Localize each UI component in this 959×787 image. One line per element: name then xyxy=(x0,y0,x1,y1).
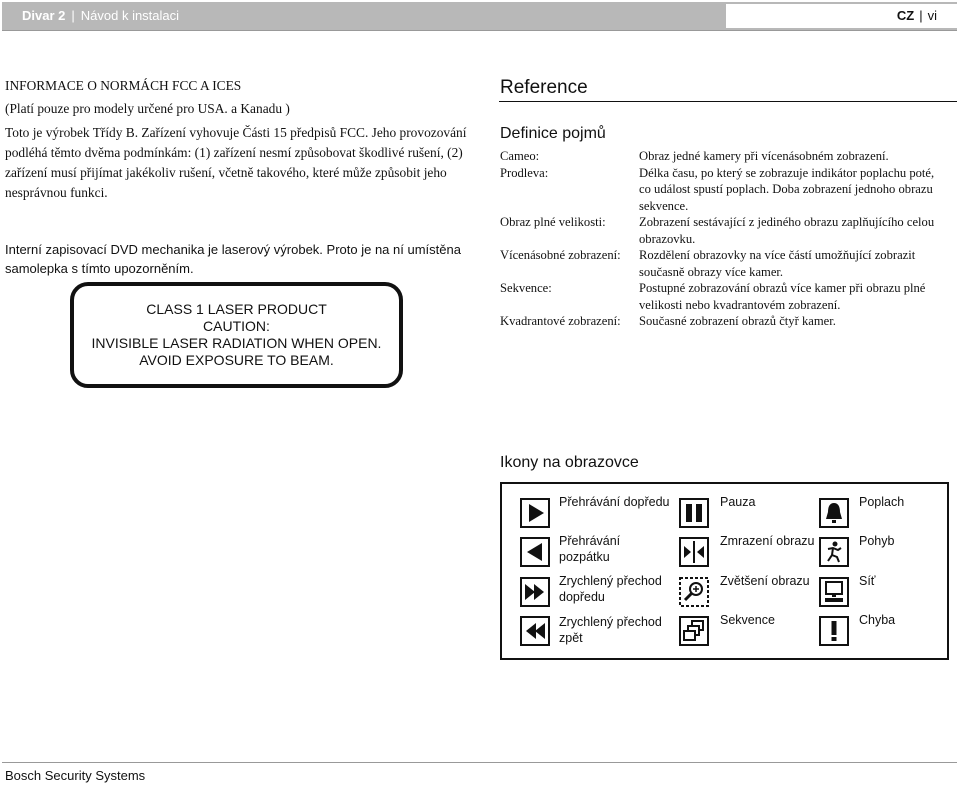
fast-reverse-icon xyxy=(520,616,550,646)
dvd-line: Interní zapisovací DVD mechanika je laserový výrobek. Proto je na ní umístěna xyxy=(5,242,461,257)
definition-row xyxy=(500,148,956,165)
motion-icon xyxy=(819,537,849,567)
icon-label-line: Sekvence xyxy=(720,613,775,627)
laser-label-line: AVOID EXPOSURE TO BEAM. xyxy=(139,352,334,368)
dvd-paragraph xyxy=(5,240,475,278)
definitions-heading: Definice pojmů xyxy=(500,125,606,142)
definition-line: Zobrazení sestávající z jediného obrazu zaplňujícího celou xyxy=(639,215,935,229)
sequence-icon xyxy=(679,616,709,646)
definition-line: obrazovku. xyxy=(639,231,696,246)
freeze-icon xyxy=(679,537,709,567)
doc-title: Návod k instalaci xyxy=(80,8,180,23)
definition-line: Postupné zobrazování obrazů více kamer při obrazu plné xyxy=(639,281,926,295)
definition-line: Současné zobrazení obrazů čtyř kamer. xyxy=(639,314,836,328)
product-name: Divar 2 xyxy=(22,8,66,23)
footer-company: Bosch Security Systems xyxy=(5,768,146,783)
icon-label-line: Přehrávání pozpátku xyxy=(559,534,621,564)
definitions-list xyxy=(500,148,956,330)
icon-label xyxy=(559,573,674,605)
icon-label-line: Chyba xyxy=(859,613,896,627)
definition-row xyxy=(500,165,956,215)
language-code: CZ xyxy=(896,8,915,23)
icon-label xyxy=(859,573,959,589)
icons-table xyxy=(500,482,949,660)
definition-line: co událost spustí poplach. Doba zobrazení jednoho obrazu xyxy=(639,182,933,196)
icon-label xyxy=(720,533,835,549)
icon-label-line: dopředu xyxy=(559,590,605,604)
definition-row xyxy=(500,214,956,247)
play-forward-icon xyxy=(520,498,550,528)
definition-line: sekvence. xyxy=(639,198,689,213)
definition-line: velikosti nebo kvadrantovém zobrazení. xyxy=(639,297,841,312)
definition-row xyxy=(500,280,956,313)
definition-row xyxy=(500,247,956,280)
page-header xyxy=(2,2,957,31)
icon-label xyxy=(720,612,835,628)
icons-heading: Ikony na obrazovce xyxy=(500,454,639,471)
definition-desc xyxy=(639,247,956,280)
fcc-line: podléhá těmto dvěma podmínkám: (1) zařízení nesmí způsobovat škodlivé rušení, (2) xyxy=(5,145,463,160)
definition-row xyxy=(500,313,956,330)
fcc-line: zařízení musí přijímat jakékoliv rušení, včetně takového, které může způsobit jeho xyxy=(5,165,447,180)
icon-label-line: Zvětšení obrazu xyxy=(720,574,810,588)
laser-label-line: CAUTION: xyxy=(203,318,270,334)
header-title xyxy=(22,2,179,30)
icon-label-line: Zrychlený přechod xyxy=(559,574,662,588)
fcc-line: nesprávnou funkci. xyxy=(5,185,108,200)
definition-term: Cameo: xyxy=(500,149,540,163)
reference-heading: Reference xyxy=(500,77,588,98)
error-icon xyxy=(819,616,849,646)
header-separator: | xyxy=(71,8,75,23)
dvd-line: samolepka s tímto upozorněním. xyxy=(5,261,194,276)
icon-label-line: Síť xyxy=(859,574,876,588)
pause-icon xyxy=(679,498,709,528)
fast-forward-icon xyxy=(520,577,550,607)
icon-label-line: zpět xyxy=(559,631,583,645)
icon-label-line: Pauza xyxy=(720,495,756,509)
icon-label-line: Zrychlený přechod xyxy=(559,615,662,629)
icon-label xyxy=(859,533,959,549)
definition-term: Kvadrantové zobrazení: xyxy=(500,314,621,328)
page-separator: | xyxy=(919,8,923,23)
definition-term: Obraz plné velikosti: xyxy=(500,215,606,229)
definition-term: Prodleva: xyxy=(500,165,549,180)
laser-label-line: INVISIBLE LASER RADIATION WHEN OPEN. xyxy=(91,335,382,351)
network-icon xyxy=(819,577,849,607)
definition-term: Sekvence: xyxy=(500,281,552,295)
zoom-icon xyxy=(679,577,709,607)
icon-label-line: Poplach xyxy=(859,495,905,509)
fcc-paragraph xyxy=(5,123,475,203)
footer-divider xyxy=(2,762,957,763)
definition-term: Vícenásobné zobrazení: xyxy=(500,248,621,262)
fcc-title: INFORMACE O NORMÁCH FCC A ICES xyxy=(5,78,242,93)
page-indicator xyxy=(726,4,957,28)
icon-label-line: Přehrávání dopředu xyxy=(559,495,670,509)
fcc-line: Toto je výrobek Třídy B. Zařízení vyhovuje Části 15 předpisů FCC. Jeho provozování xyxy=(5,125,467,140)
fcc-subtitle: (Platí pouze pro modely určené pro USA. a Kanadu ) xyxy=(5,101,290,116)
definition-desc xyxy=(639,148,956,165)
icon-label xyxy=(859,612,959,628)
page-number: vi xyxy=(927,8,937,23)
definition-desc xyxy=(639,214,956,247)
alarm-bell-icon xyxy=(819,498,849,528)
icon-label xyxy=(559,533,674,565)
definition-line: Obraz jedné kamery při vícenásobném zobrazení. xyxy=(639,149,889,163)
icon-label xyxy=(720,573,835,589)
definition-line: současně obrazy více kamer. xyxy=(639,264,784,279)
reference-divider xyxy=(499,101,957,102)
icon-label-line: Pohyb xyxy=(859,534,895,548)
definition-line: Délka času, po který se zobrazuje indikátor poplachu poté, xyxy=(639,165,935,180)
definition-line: Rozdělení obrazovky na více částí umožňující zobrazit xyxy=(639,248,916,262)
laser-warning-label xyxy=(70,282,403,388)
definition-desc xyxy=(639,280,956,313)
icon-label xyxy=(859,494,959,510)
definition-desc xyxy=(639,313,956,330)
laser-label-line: CLASS 1 LASER PRODUCT xyxy=(146,301,327,317)
icon-label xyxy=(720,494,835,510)
icon-label xyxy=(559,494,674,510)
icon-label-line: Zmrazení obrazu xyxy=(720,534,815,548)
definition-desc xyxy=(639,165,956,215)
play-reverse-icon xyxy=(520,537,550,567)
icon-label xyxy=(559,614,674,646)
